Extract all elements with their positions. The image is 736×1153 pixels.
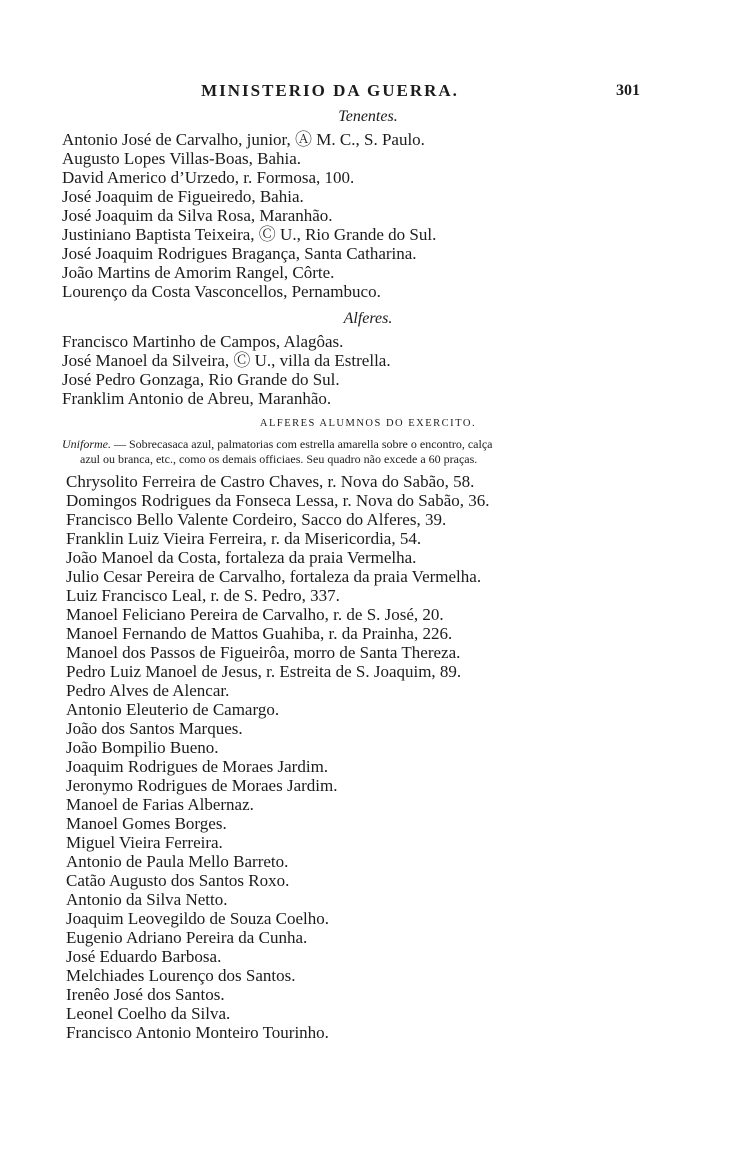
list-item: Augusto Lopes Villas-Boas, Bahia. (62, 149, 302, 168)
list-item: João Martins de Amorim Rangel, Côrte. (62, 263, 335, 282)
list-item: Irenêo José dos Santos. (66, 985, 225, 1004)
list-item: Manoel Feliciano Pereira de Carvalho, r. de S. José, 20. (66, 605, 444, 624)
page-number: 301 (616, 82, 640, 99)
section-title-tenentes: Tenentes. (338, 108, 398, 125)
list-item: Justiniano Baptista Teixeira, Ⓒ U., Rio Grande do Sul. (62, 225, 437, 244)
list-item: Domingos Rodrigues da Fonseca Lessa, r. Nova do Sabão, 36. (66, 491, 490, 510)
uniform-label: Uniforme. (62, 437, 111, 451)
list-item: Luiz Francisco Leal, r. de S. Pedro, 337. (66, 586, 340, 605)
section-title-alferes: Alferes. (343, 310, 393, 327)
list-item: Francisco Antonio Monteiro Tourinho. (66, 1023, 329, 1042)
list-item: Catão Augusto dos Santos Roxo. (66, 871, 290, 890)
list-item: Manoel dos Passos de Figueirôa, morro de Santa Thereza. (66, 643, 461, 662)
list-item: Pedro Alves de Alencar. (66, 681, 230, 700)
list-item: Melchiades Lourenço dos Santos. (66, 966, 296, 985)
list-item: Antonio José de Carvalho, junior, Ⓐ M. C., S. Paulo. (62, 130, 425, 149)
list-item: Joaquim Rodrigues de Moraes Jardim. (66, 757, 329, 776)
list-item: Jeronymo Rodrigues de Moraes Jardim. (66, 776, 338, 795)
tenentes-list (62, 130, 436, 301)
list-item: José Manoel da Silveira, Ⓒ U., villa da Estrella. (62, 351, 391, 370)
list-item: Lourenço da Costa Vasconcellos, Pernambuco. (62, 282, 381, 301)
list-item: Eugenio Adriano Pereira da Cunha. (66, 928, 308, 947)
section-title-alferes-alumnos: ALFERES ALUMNOS DO EXERCITO. (259, 418, 477, 429)
page-header (0, 79, 736, 103)
list-item: José Joaquim da Silva Rosa, Maranhão. (62, 206, 333, 225)
list-item: Pedro Luiz Manoel de Jesus, r. Estreita de S. Joaquim, 89. (66, 662, 462, 681)
list-item: Manoel Fernando de Mattos Guahiba, r. da Prainha, 226. (66, 624, 453, 643)
uniform-note (62, 437, 648, 466)
list-item: João Bompilio Bueno. (66, 738, 219, 757)
list-item: Antonio de Paula Mello Barreto. (66, 852, 289, 871)
list-item: Manoel Gomes Borges. (66, 814, 227, 833)
list-item: Joaquim Leovegildo de Souza Coelho. (66, 909, 329, 928)
list-item: Manoel de Farias Albernaz. (66, 795, 254, 814)
list-item: Francisco Bello Valente Cordeiro, Sacco do Alferes, 39. (66, 510, 447, 529)
list-item: José Joaquim Rodrigues Bragança, Santa Catharina. (62, 244, 417, 263)
list-item: Franklin Luiz Vieira Ferreira, r. da Misericordia, 54. (66, 529, 422, 548)
list-item: Francisco Martinho de Campos, Alagôas. (62, 332, 344, 351)
list-item: Leonel Coelho da Silva. (66, 1004, 231, 1023)
list-item: Franklim Antonio de Abreu, Maranhão. (62, 389, 332, 408)
uniform-text-line2: azul ou branca, etc., como os demais officiaes. Seu quadro não excede a 60 praças. (80, 451, 478, 466)
list-item: José Pedro Gonzaga, Rio Grande do Sul. (62, 370, 340, 389)
list-item: Antonio da Silva Netto. (66, 890, 228, 909)
list-item: José Joaquim de Figueiredo, Bahia. (62, 187, 304, 206)
list-item: José Eduardo Barbosa. (66, 947, 222, 966)
running-title: MINISTERIO DA GUERRA. (201, 81, 459, 100)
list-item: João Manoel da Costa, fortaleza da praia Vermelha. (66, 548, 417, 567)
list-item: Chrysolito Ferreira de Castro Chaves, r. Nova do Sabão, 58. (66, 472, 475, 491)
list-item: Julio Cesar Pereira de Carvalho, fortaleza da praia Vermelha. (66, 567, 482, 586)
list-item: João dos Santos Marques. (66, 719, 243, 738)
alferes-alumnos-list (66, 472, 490, 1042)
alferes-list (62, 332, 391, 408)
uniform-text-line1: — Sobrecasaca azul, palmatorias com estrella amarella sobre o encontro, calça (111, 437, 493, 451)
list-item: David Americo d’Urzedo, r. Formosa, 100. (62, 168, 355, 187)
list-item: Antonio Eleuterio de Camargo. (66, 700, 280, 719)
list-item: Miguel Vieira Ferreira. (66, 833, 223, 852)
